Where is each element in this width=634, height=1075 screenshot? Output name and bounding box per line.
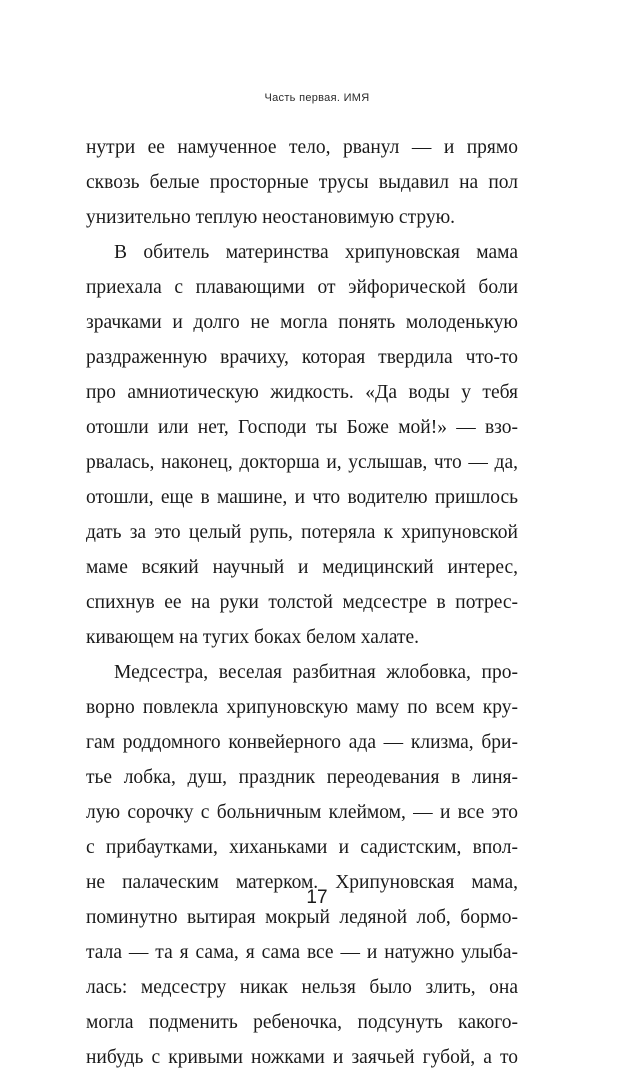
text-line: тала — та я сама, я сама все — и натужно улыба-: [86, 942, 518, 963]
text-line: лую сорочку с больничным клеймом, — и все это: [86, 802, 518, 823]
text-line: В обитель материнства хрипуновская мама: [114, 242, 518, 263]
text-line: зрачками и долго не могла понять молоденькую: [86, 312, 518, 333]
text-line: ворно повлекла хрипуновскую маму по всем кру-: [86, 697, 518, 718]
text-line: сквозь белые просторные трусы выдавил на пол: [86, 172, 518, 193]
text-line: нутри ее намученное тело, рванул — и прямо: [86, 137, 518, 158]
text-line: рвалась, наконец, докторша и, услышав, что — да,: [86, 452, 518, 473]
text-line: поминутно вытирая мокрый ледяной лоб, бормо-: [86, 907, 518, 928]
text-line: гам роддомного конвейерного ада — клизма, бри-: [86, 732, 518, 753]
text-line: отошли или нет, Господи ты Боже мой!» — взо-: [86, 417, 518, 438]
page-number: 17: [306, 887, 328, 908]
text-line: тье лобка, душ, праздник переодевания в линя-: [86, 767, 518, 788]
text-line: лась: медсестру никак нельзя было злить, она: [86, 977, 518, 998]
text-line: унизительно теплую неостановимую струю.: [86, 207, 456, 228]
running-head: Часть первая. ИМЯ: [264, 92, 370, 104]
text-line: могла подменить ребеночка, подсунуть какого-: [86, 1012, 518, 1033]
text-line: маме всякий научный и медицинский интерес,: [86, 557, 518, 578]
body-text: [86, 130, 518, 1075]
text-line: дать за это целый рупь, потеряла к хрипуновской: [86, 522, 518, 543]
text-line: не палаческим матерком. Хрипуновская мама,: [86, 872, 518, 893]
text-line: с прибаутками, хиханьками и садистским, впол-: [86, 837, 518, 858]
text-line: про амниотическую жидкость. «Да воды у тебя: [86, 382, 518, 403]
text-line: нибудь с кривыми ножками и заячьей губой, а то: [86, 1047, 518, 1068]
text-line: спихнув ее на руки толстой медсестре в потрес-: [86, 592, 518, 613]
text-line: приехала с плавающими от эйфорической боли: [86, 277, 518, 298]
text-line: Медсестра, веселая разбитная жлобовка, про-: [114, 662, 518, 683]
text-line: кивающем на тугих боках белом халате.: [86, 627, 420, 648]
text-line: раздраженную врачиху, которая твердила что-то: [86, 347, 518, 368]
text-line: отошли, еще в машине, и что водителю пришлось: [86, 487, 518, 508]
